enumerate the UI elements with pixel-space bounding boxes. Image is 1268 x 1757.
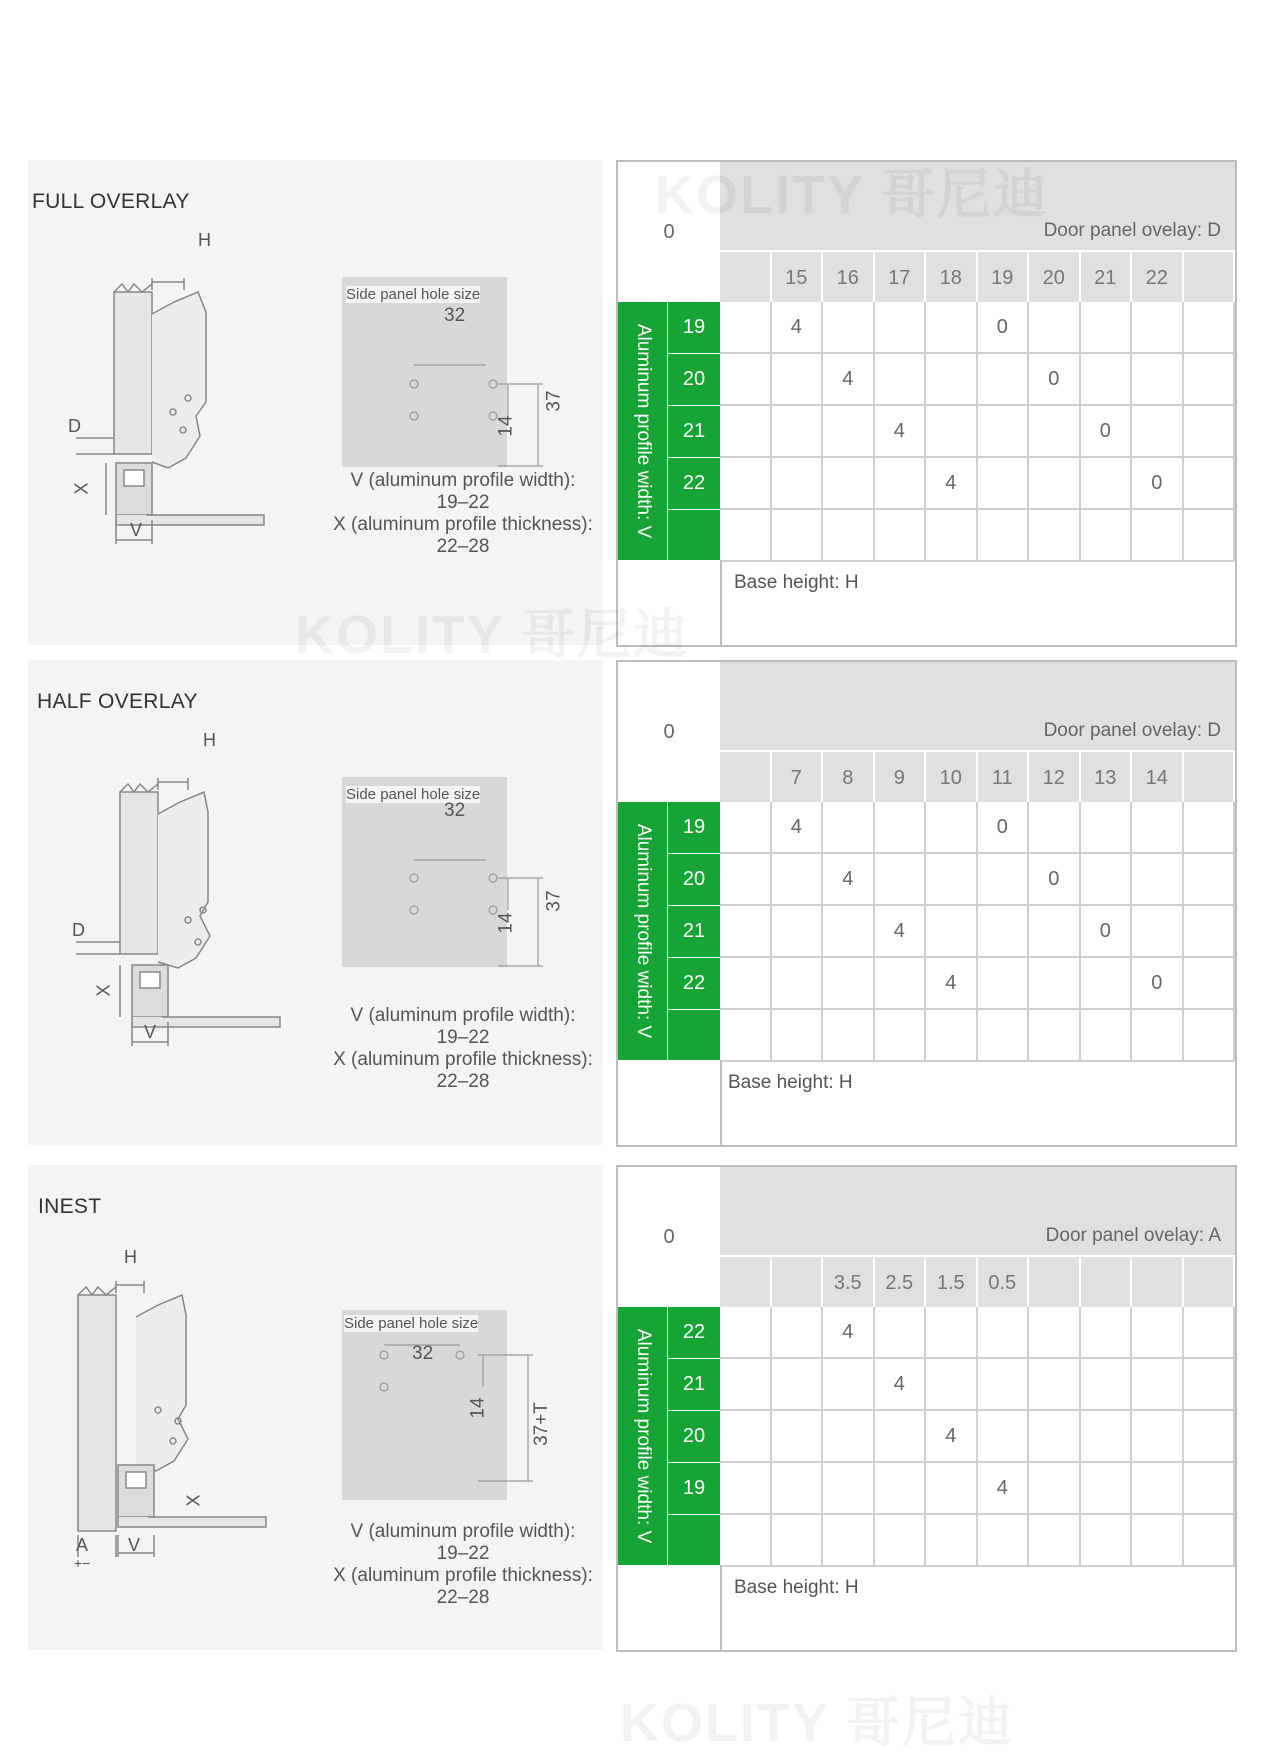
- row-header: 22: [668, 958, 720, 1010]
- table-cell: [823, 958, 875, 1008]
- column-header: 8: [823, 752, 875, 804]
- dim-14: 14: [495, 912, 517, 934]
- table-cell: [978, 854, 1030, 904]
- dim-37t: 37+T: [530, 1402, 552, 1446]
- table-cell: [772, 510, 824, 560]
- row-header: 19: [668, 1463, 720, 1515]
- column-header: 20: [1029, 252, 1081, 304]
- table-row: [720, 302, 1235, 354]
- table-cell: [1029, 458, 1081, 508]
- row-axis-label: Aluminum profile width: V: [618, 302, 668, 560]
- column-header: 17: [875, 252, 927, 304]
- table-cell: [1132, 510, 1184, 560]
- table-cell: [978, 906, 1030, 956]
- table-cell: 0: [1132, 458, 1184, 508]
- table-cell: [823, 458, 875, 508]
- column-header: 14: [1132, 752, 1184, 804]
- table-row: [720, 854, 1235, 906]
- table-cell: [720, 1010, 772, 1060]
- label-v: V: [144, 1022, 157, 1042]
- column-header: [720, 1257, 772, 1309]
- table-cell: [1081, 354, 1133, 404]
- table-cell: [772, 958, 824, 1008]
- table-cell: [1184, 1307, 1236, 1357]
- table-cell: [875, 1010, 927, 1060]
- base-label: Base height: H: [734, 1577, 859, 1598]
- column-header: 18: [926, 252, 978, 304]
- column-header: 12: [1029, 752, 1081, 804]
- table-row: [720, 354, 1235, 406]
- table-cell: [823, 1010, 875, 1060]
- overlay-table: [616, 660, 1237, 1147]
- table-cell: [1029, 1359, 1081, 1409]
- table-cell: [772, 1307, 824, 1357]
- dim-14: 14: [495, 415, 517, 437]
- table-row: [720, 1359, 1235, 1411]
- column-header: 10: [926, 752, 978, 804]
- table-cell: 4: [875, 906, 927, 956]
- table-cell: [1184, 802, 1236, 852]
- table-cell: [1029, 510, 1081, 560]
- label-h: H: [203, 730, 216, 750]
- table-cell: [1132, 854, 1184, 904]
- table-cell: [1029, 406, 1081, 456]
- header-label: Door panel ovelay: A: [1045, 1225, 1221, 1246]
- table-cell: 0: [978, 802, 1030, 852]
- table-cell: [926, 1515, 978, 1565]
- column-header: [772, 1257, 824, 1309]
- table-cell: [1184, 406, 1236, 456]
- table-cell: [978, 1307, 1030, 1357]
- table-cell: [926, 802, 978, 852]
- table-corner: 0: [663, 720, 675, 743]
- overlay-table: [616, 1165, 1237, 1652]
- table-cell: [1132, 406, 1184, 456]
- dim-32: 32: [444, 305, 466, 326]
- table-cell: [720, 1359, 772, 1409]
- table-row: [720, 1010, 1235, 1062]
- row-header: [668, 1010, 720, 1062]
- column-header: 3.5: [823, 1257, 875, 1309]
- row-header: 21: [668, 906, 720, 958]
- column-header: [1029, 1257, 1081, 1309]
- table-cell: [1081, 1411, 1133, 1461]
- table-cell: [823, 1359, 875, 1409]
- table-cell: [926, 1463, 978, 1513]
- table-cell: 4: [772, 302, 824, 352]
- header-label: Door panel ovelay: D: [1043, 220, 1221, 241]
- column-header: 21: [1081, 252, 1133, 304]
- table-cell: [1132, 354, 1184, 404]
- table-cell: 0: [978, 302, 1030, 352]
- table-corner: 0: [663, 220, 675, 243]
- table-cell: [823, 1411, 875, 1461]
- table-cell: 0: [1081, 406, 1133, 456]
- column-header: 15: [772, 252, 824, 304]
- column-header: 2.5: [875, 1257, 927, 1309]
- table-cell: [823, 1463, 875, 1513]
- base-area: [618, 1060, 1235, 1145]
- column-header: 13: [1081, 752, 1133, 804]
- table-cell: [875, 802, 927, 852]
- dim-32: 32: [412, 1343, 434, 1364]
- table-cell: [772, 1359, 824, 1409]
- row-headers: [668, 1307, 720, 1565]
- table-cell: [875, 958, 927, 1008]
- watermark: KOLITY 哥尼迪: [620, 1693, 1015, 1753]
- table-cell: [978, 510, 1030, 560]
- row-header: 19: [668, 802, 720, 854]
- table-cell: [1184, 354, 1236, 404]
- table-cell: [823, 302, 875, 352]
- row-header: 20: [668, 354, 720, 406]
- table-cell: [1029, 802, 1081, 852]
- column-header: [720, 752, 772, 804]
- table-cell: [978, 458, 1030, 508]
- table-cell: 4: [978, 1463, 1030, 1513]
- table-cell: [1184, 958, 1236, 1008]
- table-cell: [720, 854, 772, 904]
- header-label: Door panel ovelay: D: [1043, 720, 1221, 741]
- row-header: 20: [668, 1411, 720, 1463]
- table-cell: [823, 906, 875, 956]
- table-cell: [1029, 906, 1081, 956]
- row-header: 21: [668, 406, 720, 458]
- column-headers: [720, 750, 1235, 804]
- table-row: [720, 802, 1235, 854]
- table-cell: [875, 302, 927, 352]
- row-headers: [668, 302, 720, 560]
- spec-text: V (aluminum profile width): 19–22 X (aluminum profile thickness): 22–28: [333, 1005, 593, 1092]
- label-x: X: [183, 1494, 204, 1507]
- table-cell: [978, 1515, 1030, 1565]
- table-grid: [720, 1307, 1235, 1565]
- base-area: [618, 560, 1235, 645]
- table-cell: [1081, 854, 1133, 904]
- table-cell: [926, 302, 978, 352]
- table-cell: [926, 510, 978, 560]
- table-cell: 4: [823, 354, 875, 404]
- table-cell: [720, 458, 772, 508]
- table-cell: [926, 354, 978, 404]
- diagram-panel: [28, 1165, 603, 1650]
- table-cell: [875, 510, 927, 560]
- table-cell: [772, 1515, 824, 1565]
- table-cell: [1081, 958, 1133, 1008]
- table-cell: [875, 1411, 927, 1461]
- table-cell: [1081, 802, 1133, 852]
- column-header: [720, 252, 772, 304]
- table-cell: [823, 1515, 875, 1565]
- table-cell: 4: [875, 406, 927, 456]
- table-cell: [1081, 458, 1133, 508]
- table-row: [720, 510, 1235, 562]
- table-cell: [1132, 906, 1184, 956]
- panel-label: Side panel hole size: [346, 786, 481, 803]
- table-corner: 0: [663, 1225, 675, 1248]
- table-grid: [720, 302, 1235, 560]
- table-cell: [720, 1515, 772, 1565]
- panel-label: Side panel hole size: [344, 1315, 479, 1332]
- table-cell: [1132, 1010, 1184, 1060]
- label-h: H: [198, 230, 211, 250]
- table-cell: [875, 1515, 927, 1565]
- table-cell: [1132, 1515, 1184, 1565]
- table-cell: [772, 458, 824, 508]
- table-cell: [772, 854, 824, 904]
- table-cell: [720, 354, 772, 404]
- column-header: [1184, 1257, 1236, 1309]
- table-cell: [926, 854, 978, 904]
- table-cell: [772, 1463, 824, 1513]
- table-cell: [926, 1307, 978, 1357]
- table-cell: [1081, 302, 1133, 352]
- label-x: X: [93, 984, 114, 997]
- table-cell: [720, 958, 772, 1008]
- column-header: 0.5: [978, 1257, 1030, 1309]
- table-cell: [1081, 1010, 1133, 1060]
- column-header: 9: [875, 752, 927, 804]
- label-v: V: [128, 1535, 141, 1555]
- column-header: 22: [1132, 252, 1184, 304]
- table-cell: [1184, 906, 1236, 956]
- section-title: INEST: [38, 1195, 102, 1218]
- table-cell: [978, 1359, 1030, 1409]
- row-header: 22: [668, 458, 720, 510]
- table-cell: [1029, 1010, 1081, 1060]
- row-headers: [668, 802, 720, 1060]
- table-cell: [1132, 802, 1184, 852]
- table-cell: [875, 1307, 927, 1357]
- table-cell: [1081, 510, 1133, 560]
- dim-37: 37: [543, 390, 565, 412]
- table-row: [720, 906, 1235, 958]
- column-headers: [720, 1255, 1235, 1309]
- table-cell: 0: [1132, 958, 1184, 1008]
- base-label: Base height: H: [734, 572, 859, 593]
- table-cell: [1029, 302, 1081, 352]
- table-cell: [1081, 1463, 1133, 1513]
- table-cell: [1029, 1463, 1081, 1513]
- table-cell: [1029, 958, 1081, 1008]
- section-title: FULL OVERLAY: [32, 190, 190, 213]
- table-cell: [1184, 458, 1236, 508]
- table-row: [720, 406, 1235, 458]
- table-row: [720, 1411, 1235, 1463]
- section-half-overlay: [0, 660, 1268, 1155]
- table-cell: 0: [1029, 854, 1081, 904]
- spec-text: V (aluminum profile width): 19–22 X (aluminum profile thickness): 22–28: [333, 1521, 593, 1608]
- row-header: 21: [668, 1359, 720, 1411]
- label-v: V: [130, 520, 143, 540]
- table-row: [720, 1307, 1235, 1359]
- table-cell: [1184, 1359, 1236, 1409]
- column-header: 7: [772, 752, 824, 804]
- dim-32: 32: [444, 800, 466, 821]
- table-cell: [772, 906, 824, 956]
- label-d: D: [72, 920, 85, 940]
- table-cell: [1081, 1307, 1133, 1357]
- column-header: [1184, 252, 1236, 304]
- table-cell: [926, 1359, 978, 1409]
- table-cell: [1132, 1359, 1184, 1409]
- table-cell: [720, 302, 772, 352]
- table-cell: 4: [772, 802, 824, 852]
- row-axis-label: Aluminum profile width: V: [618, 1307, 668, 1565]
- table-cell: [875, 854, 927, 904]
- column-header: [1132, 1257, 1184, 1309]
- table-cell: [720, 1307, 772, 1357]
- table-cell: [1184, 1010, 1236, 1060]
- base-label: Base height: H: [728, 1072, 853, 1093]
- section-title: HALF OVERLAY: [37, 690, 198, 713]
- table-cell: 0: [1081, 906, 1133, 956]
- table-cell: [1081, 1515, 1133, 1565]
- column-header: 1.5: [926, 1257, 978, 1309]
- table-cell: [720, 1463, 772, 1513]
- table-cell: 4: [926, 1411, 978, 1461]
- table-cell: 0: [1029, 354, 1081, 404]
- table-cell: [926, 1010, 978, 1060]
- table-cell: [772, 406, 824, 456]
- table-cell: [1029, 1411, 1081, 1461]
- table-cell: [1184, 1515, 1236, 1565]
- label-d: D: [68, 416, 81, 436]
- table-cell: [1184, 302, 1236, 352]
- table-cell: [1184, 854, 1236, 904]
- table-row: [720, 458, 1235, 510]
- table-cell: 4: [823, 854, 875, 904]
- table-cell: [720, 406, 772, 456]
- table-cell: [823, 510, 875, 560]
- table-cell: [772, 1010, 824, 1060]
- panel-label: Side panel hole size: [346, 286, 481, 303]
- table-row: [720, 1463, 1235, 1515]
- table-cell: [1132, 1463, 1184, 1513]
- table-cell: [1184, 1463, 1236, 1513]
- dim-14: 14: [467, 1397, 489, 1419]
- row-header: [668, 1515, 720, 1567]
- column-header: 11: [978, 752, 1030, 804]
- table-cell: [926, 406, 978, 456]
- table-cell: [823, 406, 875, 456]
- table-cell: [978, 1010, 1030, 1060]
- table-cell: [720, 1411, 772, 1461]
- column-headers: [720, 250, 1235, 304]
- label-h: H: [124, 1247, 137, 1267]
- table-cell: 4: [875, 1359, 927, 1409]
- table-cell: [1029, 1307, 1081, 1357]
- table-cell: [1184, 510, 1236, 560]
- column-header: 19: [978, 252, 1030, 304]
- label-plus-minus: +−: [74, 1555, 91, 1571]
- spec-text: V (aluminum profile width): 19–22 X (aluminum profile thickness): 22–28: [333, 470, 593, 557]
- row-header: 20: [668, 854, 720, 906]
- table-cell: [1132, 1307, 1184, 1357]
- table-cell: [926, 906, 978, 956]
- table-row: [720, 958, 1235, 1010]
- diagram-panel: [28, 660, 603, 1145]
- table-cell: [978, 958, 1030, 1008]
- column-header: 16: [823, 252, 875, 304]
- table-cell: [720, 510, 772, 560]
- table-cell: [1081, 1359, 1133, 1409]
- table-grid: [720, 802, 1235, 1060]
- table-cell: 4: [926, 958, 978, 1008]
- base-area: [618, 1565, 1235, 1650]
- watermark: 哥尼迪: [521, 605, 690, 665]
- table-cell: 4: [823, 1307, 875, 1357]
- table-row: [720, 1515, 1235, 1567]
- section-inest: [0, 1165, 1268, 1660]
- hinge-diagram: [28, 160, 603, 645]
- table-cell: [1132, 302, 1184, 352]
- table-cell: [978, 354, 1030, 404]
- table-cell: [1132, 1411, 1184, 1461]
- table-cell: [875, 458, 927, 508]
- table-cell: [772, 1411, 824, 1461]
- table-cell: [875, 1463, 927, 1513]
- table-cell: [1029, 1515, 1081, 1565]
- diagram-panel: [28, 160, 603, 645]
- label-a: A: [76, 1535, 89, 1555]
- table-cell: [978, 1411, 1030, 1461]
- row-header: [668, 510, 720, 562]
- column-header: [1081, 1257, 1133, 1309]
- table-cell: [772, 354, 824, 404]
- table-cell: [875, 354, 927, 404]
- label-x: X: [71, 482, 92, 495]
- row-axis-label: Aluminum profile width: V: [618, 802, 668, 1060]
- overlay-table: [616, 160, 1237, 647]
- section-full-overlay: [0, 160, 1268, 655]
- dim-37: 37: [543, 890, 565, 912]
- table-cell: [720, 802, 772, 852]
- row-header: 22: [668, 1307, 720, 1359]
- table-cell: [978, 406, 1030, 456]
- table-cell: [720, 906, 772, 956]
- table-cell: [823, 802, 875, 852]
- table-cell: 4: [926, 458, 978, 508]
- column-header: [1184, 752, 1236, 804]
- row-header: 19: [668, 302, 720, 354]
- table-cell: [1184, 1411, 1236, 1461]
